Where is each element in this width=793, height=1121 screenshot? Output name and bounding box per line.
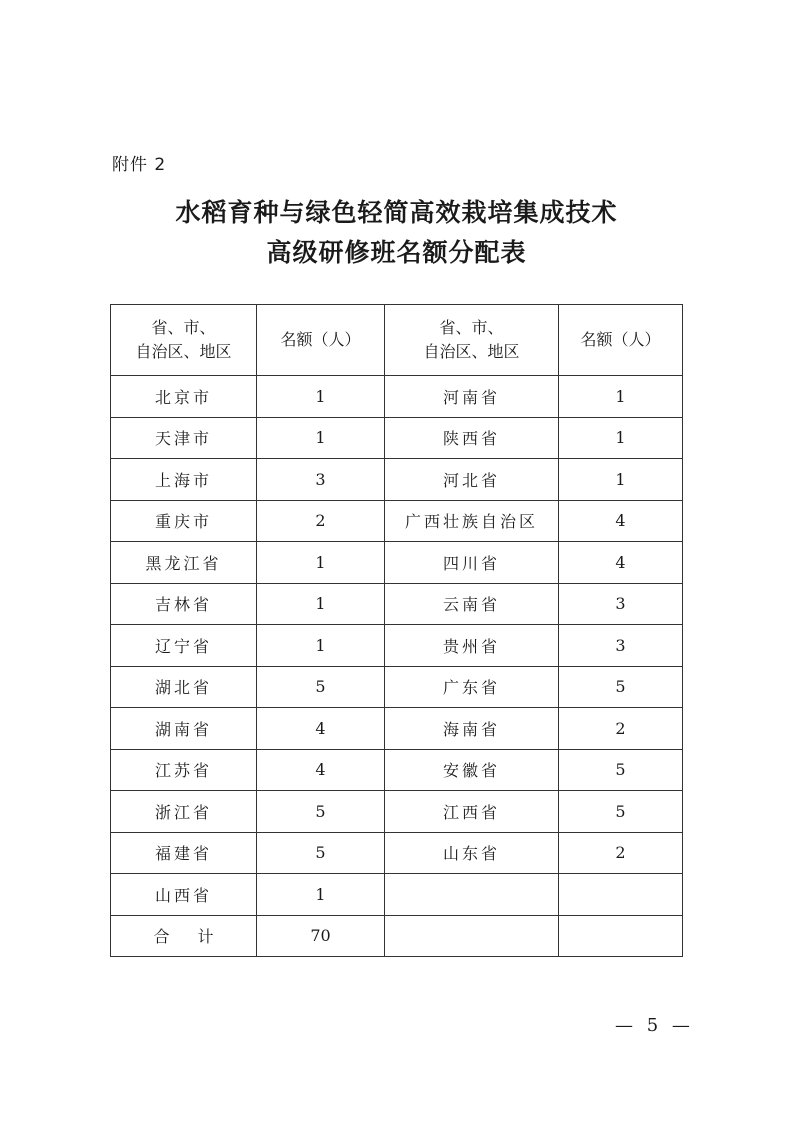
quota-left: 1 xyxy=(257,542,385,584)
quota-right: 1 xyxy=(559,376,683,418)
quota-right: 2 xyxy=(559,708,683,750)
region-left: 天津市 xyxy=(111,417,257,459)
table-row xyxy=(111,542,683,584)
region-left: 湖北省 xyxy=(111,666,257,708)
region-right: 江西省 xyxy=(385,791,559,833)
table-row xyxy=(111,874,683,916)
region-right: 山东省 xyxy=(385,832,559,874)
table-row xyxy=(111,666,683,708)
quota-left: 3 xyxy=(257,459,385,501)
region-right: 贵州省 xyxy=(385,625,559,667)
total-value: 70 xyxy=(257,915,385,957)
region-right: 云南省 xyxy=(385,583,559,625)
table-header-row xyxy=(111,305,683,376)
empty-cell xyxy=(385,915,559,957)
page-number: — 5 — xyxy=(615,1015,694,1036)
header-region-line2: 自治区、地区 xyxy=(423,342,520,361)
region-right: 广东省 xyxy=(385,666,559,708)
table-row xyxy=(111,417,683,459)
quota-left: 1 xyxy=(257,625,385,667)
table-row xyxy=(111,749,683,791)
region-left: 浙江省 xyxy=(111,791,257,833)
quota-right xyxy=(559,874,683,916)
region-left: 辽宁省 xyxy=(111,625,257,667)
quota-left: 4 xyxy=(257,749,385,791)
quota-right: 5 xyxy=(559,666,683,708)
quota-right: 3 xyxy=(559,583,683,625)
document-title-line1: 水稻育种与绿色轻简高效栽培集成技术 xyxy=(175,198,618,227)
header-quota-right: 名额（人） xyxy=(559,305,683,376)
region-left: 重庆市 xyxy=(111,500,257,542)
region-left: 江苏省 xyxy=(111,749,257,791)
quota-right: 5 xyxy=(559,791,683,833)
table-row xyxy=(111,708,683,750)
table-row xyxy=(111,791,683,833)
header-region-line1: 省、市、 xyxy=(151,318,216,337)
quota-left: 1 xyxy=(257,417,385,459)
quota-left: 5 xyxy=(257,666,385,708)
table-row xyxy=(111,376,683,418)
quota-left: 1 xyxy=(257,583,385,625)
region-left: 吉林省 xyxy=(111,583,257,625)
quota-right: 2 xyxy=(559,832,683,874)
attachment-label: 附件 2 xyxy=(112,155,167,175)
region-left: 山西省 xyxy=(111,874,257,916)
quota-right: 4 xyxy=(559,542,683,584)
total-label: 合计 xyxy=(111,915,257,957)
quota-left: 4 xyxy=(257,708,385,750)
region-left: 福建省 xyxy=(111,832,257,874)
header-region-line2: 自治区、地区 xyxy=(135,342,232,361)
quota-right: 3 xyxy=(559,625,683,667)
table-row xyxy=(111,500,683,542)
quota-left: 5 xyxy=(257,791,385,833)
table-row xyxy=(111,583,683,625)
header-region-left xyxy=(111,305,257,376)
region-right: 海南省 xyxy=(385,708,559,750)
quota-left: 5 xyxy=(257,832,385,874)
region-right: 广西壮族自治区 xyxy=(385,500,559,542)
quota-left: 2 xyxy=(257,500,385,542)
quota-right: 4 xyxy=(559,500,683,542)
region-right: 安徽省 xyxy=(385,749,559,791)
header-region-right xyxy=(385,305,559,376)
quota-right: 5 xyxy=(559,749,683,791)
table-row xyxy=(111,459,683,501)
region-left: 上海市 xyxy=(111,459,257,501)
table-row xyxy=(111,832,683,874)
table-row xyxy=(111,625,683,667)
quota-allocation-table xyxy=(110,304,683,957)
header-quota-left: 名额（人） xyxy=(257,305,385,376)
region-right: 河南省 xyxy=(385,376,559,418)
header-region-line1: 省、市、 xyxy=(439,318,504,337)
total-row xyxy=(111,915,683,957)
region-left: 黑龙江省 xyxy=(111,542,257,584)
region-right xyxy=(385,874,559,916)
region-left: 北京市 xyxy=(111,376,257,418)
quota-right: 1 xyxy=(559,459,683,501)
quota-left: 1 xyxy=(257,376,385,418)
region-right: 陕西省 xyxy=(385,417,559,459)
region-right: 四川省 xyxy=(385,542,559,584)
empty-cell xyxy=(559,915,683,957)
region-right: 河北省 xyxy=(385,459,559,501)
region-left: 湖南省 xyxy=(111,708,257,750)
quota-right: 1 xyxy=(559,417,683,459)
document-title-line2: 高级研修班名额分配表 xyxy=(266,238,527,267)
quota-left: 1 xyxy=(257,874,385,916)
